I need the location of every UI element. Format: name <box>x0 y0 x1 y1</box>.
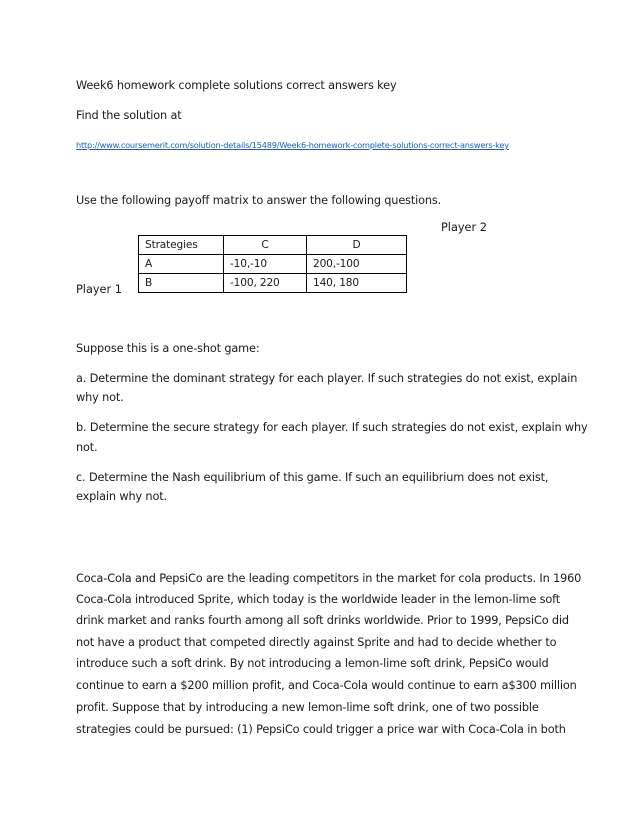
document-title: Week6 homework complete solutions correct answers key <box>76 79 397 92</box>
paragraph-line: Coca-Cola introduced Sprite, which today is the worldwide leader in the lemon-lime soft <box>76 593 560 606</box>
table-cell: 200,-100 <box>307 255 407 274</box>
intro-text: Use the following payoff matrix to answer the following questions. <box>76 194 442 207</box>
question-b-line2: not. <box>76 441 98 454</box>
table-cell: B <box>139 274 224 293</box>
question-c-line2: explain why not. <box>76 490 167 503</box>
question-b-line1: b. Determine the secure strategy for each player. If such strategies do not exist, explain why <box>76 421 588 434</box>
table-row <box>139 255 407 274</box>
table-row <box>139 274 407 293</box>
oneshot-text: Suppose this is a one-shot game: <box>76 342 260 355</box>
paragraph-line: not have a product that competed directly against Sprite and had to decide whether to <box>76 636 557 649</box>
table-cell: -10,-10 <box>224 255 307 274</box>
table-cell: -100, 220 <box>224 274 307 293</box>
table-cell: A <box>139 255 224 274</box>
solution-link[interactable]: http://www.coursemerit.com/solution-details/15489/Week6-homework-complete-solutions-correct-answers-key <box>76 140 509 150</box>
find-solution-text: Find the solution at <box>76 109 182 122</box>
player1-label: Player 1 <box>76 283 122 296</box>
paragraph-line: strategies could be pursued: (1) PepsiCo could trigger a price war with Coca-Cola in both <box>76 723 566 736</box>
payoff-matrix <box>138 235 407 293</box>
table-header-row <box>139 236 407 255</box>
paragraph-line: profit. Suppose that by introducing a new lemon-lime soft drink, one of two possible <box>76 701 539 714</box>
table-cell: 140, 180 <box>307 274 407 293</box>
header-cell-c: C <box>224 236 307 255</box>
paragraph-line: continue to earn a $200 million profit, and Coca-Cola would continue to earn a$300 million <box>76 679 577 692</box>
header-cell-strategies: Strategies <box>139 236 224 255</box>
question-c-line1: c. Determine the Nash equilibrium of this game. If such an equilibrium does not exist, <box>76 471 549 484</box>
question-a-line1: a. Determine the dominant strategy for each player. If such strategies do not exist, explain <box>76 372 578 385</box>
paragraph-line: introduce such a soft drink. By not introducing a lemon-lime soft drink, PepsiCo would <box>76 657 549 670</box>
header-cell-d: D <box>307 236 407 255</box>
player2-label: Player 2 <box>441 221 487 234</box>
paragraph-line: Coca-Cola and PepsiCo are the leading competitors in the market for cola products. In 1960 <box>76 572 582 585</box>
question-a-line2: why not. <box>76 391 124 404</box>
paragraph-line: drink market and ranks fourth among all soft drinks worldwide. Prior to 1999, PepsiCo did <box>76 614 569 627</box>
